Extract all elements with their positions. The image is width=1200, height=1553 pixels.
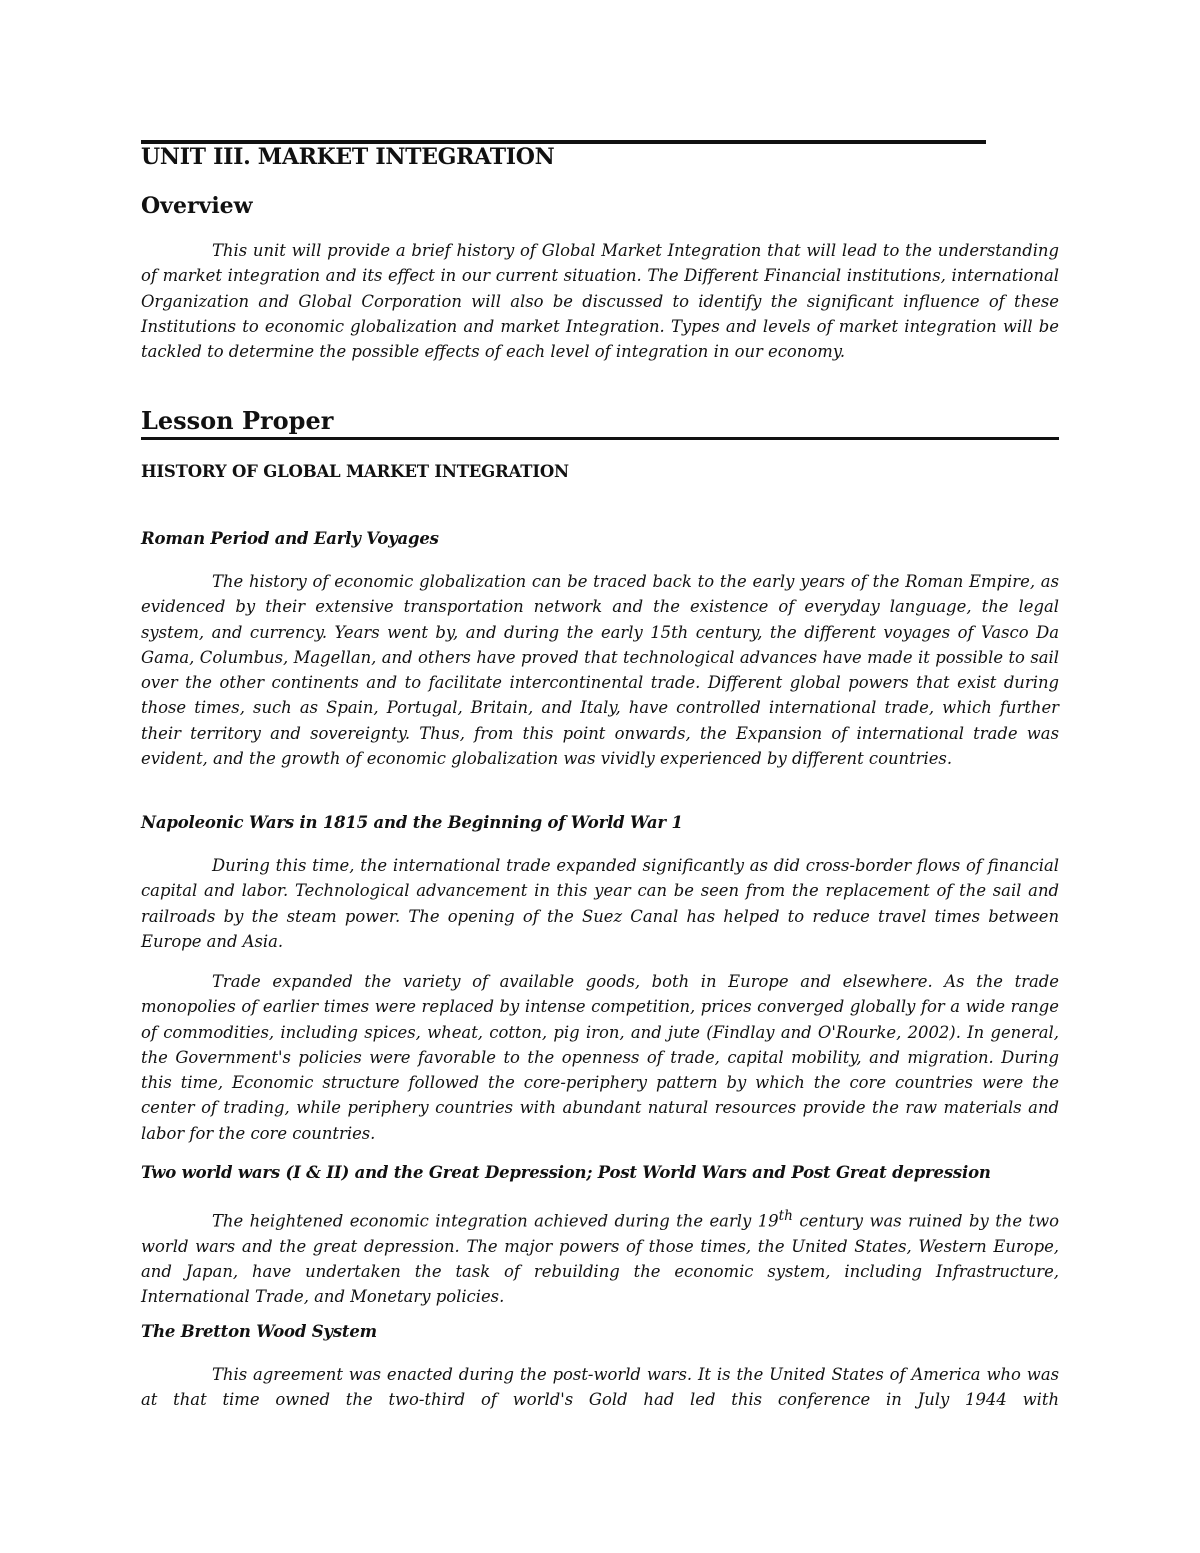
roman-period-heading: Roman Period and Early Voyages: [141, 529, 439, 548]
world-wars-paragraph: [141, 1204, 1059, 1310]
overview-heading: Overview: [141, 193, 253, 219]
bretton-wood-heading: The Bretton Wood System: [141, 1322, 377, 1341]
overview-paragraph: This unit will provide a brief history of Global Market Integration that will lead to the understanding of market integration and its effect in our current situation. The Different Financial institutions, international Organization and Global Corporation will also be discussed to identify the significant influence of these Institutions to economic globalization and market Integration. Types and levels of market integration will be tackled to determine the possible effects of each level of integration in our economy.: [141, 241, 1059, 362]
history-section-title: HISTORY OF GLOBAL MARKET INTEGRATION: [141, 462, 569, 481]
roman-period-paragraph: The history of economic globalization can be traced back to the early years of the Roman Empire, as evidenced by their extensive transportation network and the existence of everyday language, the legal system, and currency. Years went by, and during the early 15th century, the different voyages of Vasco Da Gama, Columbus, Magellan, and others have proved that technological advances have made it possible to sail over the other continents and to facilitate intercontinental trade. Different global powers that exist during those times, such as Spain, Portugal, Britain, and Italy, have controlled international trade, which further their territory and sovereignty. Thus, from this point onwards, the Expansion of international trade was evident, and the growth of economic globalization was vividly experienced by different countries.: [141, 572, 1059, 769]
lesson-proper-rule: [141, 437, 1059, 440]
bretton-wood-paragraph: This agreement was enacted during the post-world wars. It is the United States of America who was at that time owned the two-third of world's Gold had led this conference in July 1944 with: [141, 1365, 1059, 1410]
napoleonic-paragraph-1: During this time, the international trade expanded significantly as did cross-border flows of financial capital and labor. Technological advancement in this year can be seen from the replacement of the sail and railroads by the steam power. The opening of the Suez Canal has helped to reduce travel times between Europe and Asia.: [141, 856, 1059, 951]
world-wars-text-end: century was ruined by the two world wars and the great depression. The major powers of those times, the United States, Western Europe, and Japan, have undertaken the task of rebuilding the economic system, including Infrastructure, International Trade, and Monetary policies.: [141, 1211, 1060, 1307]
ordinal-superscript: th: [778, 1208, 793, 1224]
napoleonic-wars-heading: Napoleonic Wars in 1815 and the Beginning of World War 1: [141, 813, 683, 832]
napoleonic-paragraph-2: Trade expanded the variety of available goods, both in Europe and elsewhere. As the trade monopolies of earlier times were replaced by intense competition, prices converged globally for a wide range of commodities, including spices, wheat, cotton, pig iron, and jute (Findlay and O'Rourke, 2002). In general, the Government's policies were favorable to the openness of trade, capital mobility, and migration. During this time, Economic structure followed the core-periphery pattern by which the core countries were the center of trading, while periphery countries with abundant natural resources provide the raw materials and labor for the core countries.: [141, 972, 1059, 1143]
lesson-proper-heading: Lesson Proper: [141, 406, 334, 435]
unit-title: UNIT III. MARKET INTEGRATION: [141, 144, 555, 170]
world-wars-heading: Two world wars (I & II) and the Great Depression; Post World Wars and Post Great depression: [141, 1163, 991, 1182]
world-wars-text-start: The heightened economic integration achieved during the early 19: [212, 1211, 779, 1231]
